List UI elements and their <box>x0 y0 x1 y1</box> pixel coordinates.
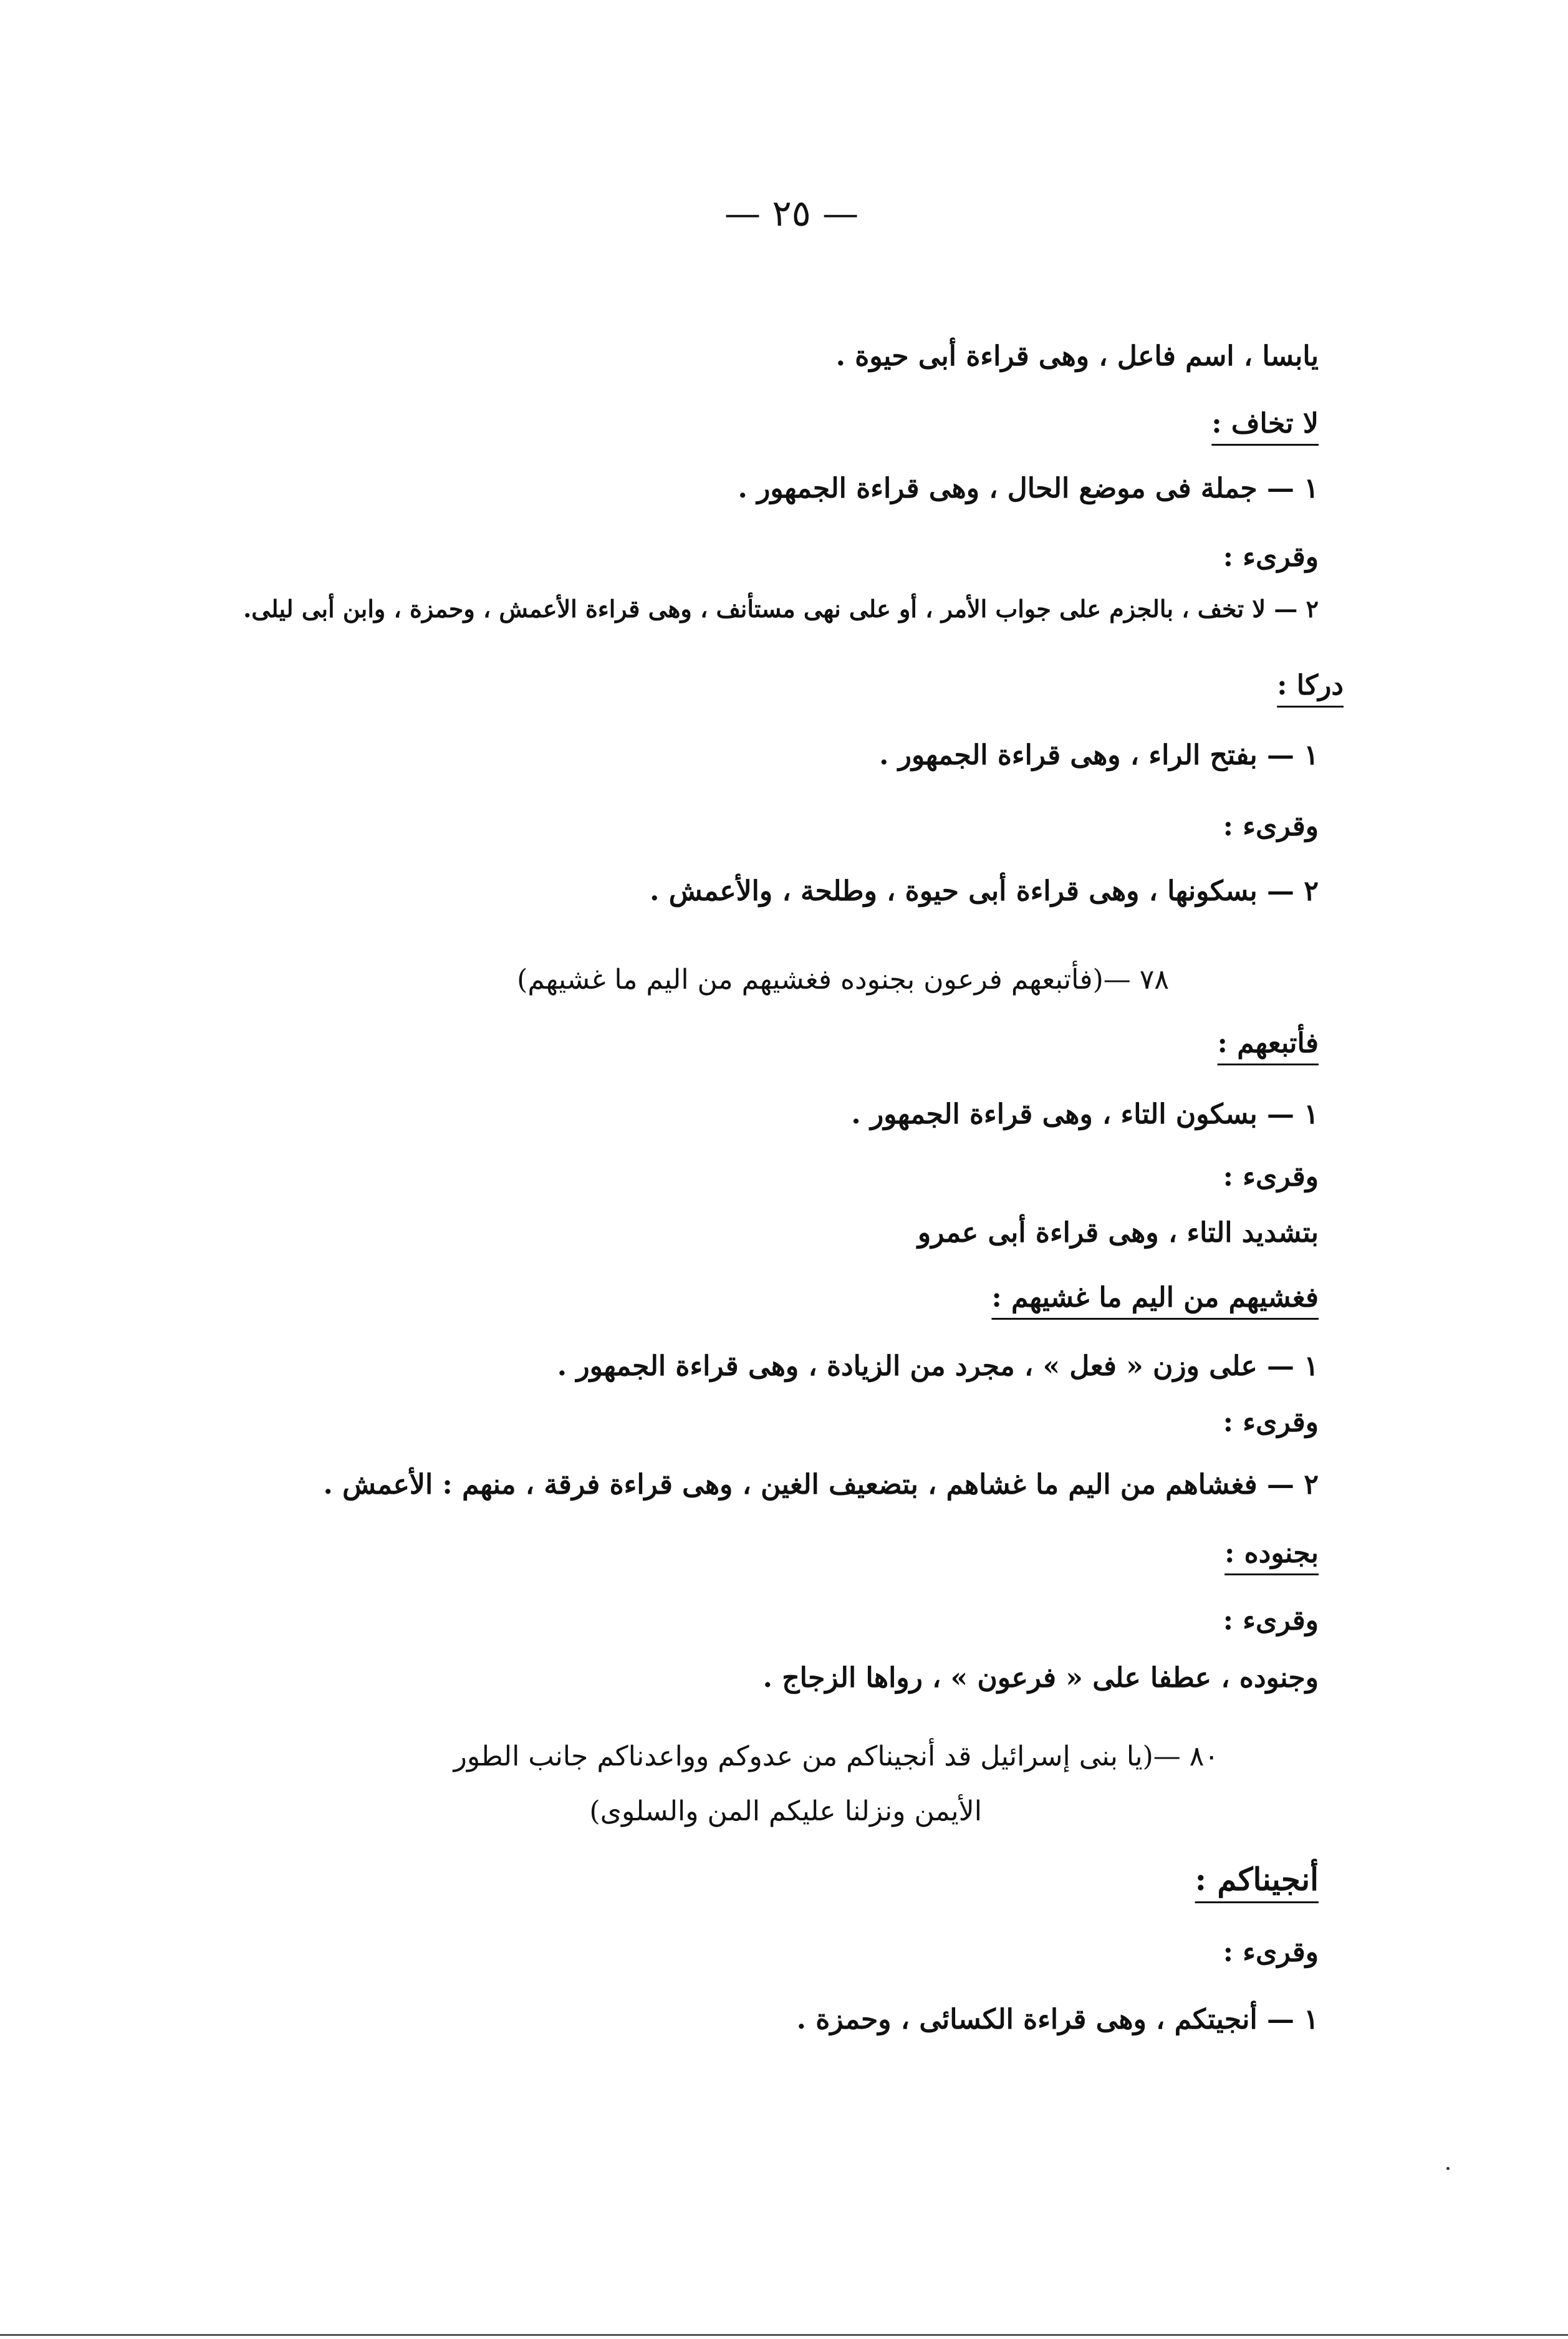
text-line: ٢ — بسكونها ، وهى قراءة أبى حيوة ، وطلحة ، والأعمش . <box>650 875 1319 907</box>
heading-word: فأتبعهم : <box>1217 1027 1319 1059</box>
text-line: ١ — على وزن « فعل » ، مجرد من الزيادة ، وهى قراءة الجمهور . <box>557 1350 1319 1382</box>
verse-line: ٧٨ —(فأتبعهم فرعون بجنوده فغشيهم من اليم ما غشيهم) <box>517 964 1169 996</box>
heading-word: أنجيناكم : <box>1195 1861 1319 1898</box>
scan-speck <box>1446 2167 1450 2170</box>
text-line: وقرىء : <box>1223 541 1319 573</box>
text-line: ١ — بفتح الراء ، وهى قراءة الجمهور . <box>879 739 1319 771</box>
text-line: ١ — جملة فى موضع الحال ، وهى قراءة الجمهور . <box>738 473 1319 504</box>
verse-line: ٨٠ —(يا بنى إسرائيل قد أنجيناكم من عدوكم وواعدناكم جانب الطور <box>453 1741 1219 1772</box>
text-line: وقرىء : <box>1223 1406 1319 1438</box>
verse-line: الأيمن ونزلنا عليكم المن والسلوى) <box>589 1795 982 1827</box>
page-bottom-edge <box>0 2334 1568 2336</box>
heading-word: فغشيهم من اليم ما غشيهم : <box>991 1282 1319 1314</box>
text-line: يابسا ، اسم فاعل ، وهى قراءة أبى حيوة . <box>835 340 1319 372</box>
text-line: وجنوده ، عطفا على « فرعون » ، رواها الزجاج . <box>762 1662 1319 1694</box>
heading-word: بجنوده : <box>1224 1537 1319 1569</box>
text-line: وقرىء : <box>1223 1605 1319 1636</box>
text-line: ١ — بسكون التاء ، وهى قراءة الجمهور . <box>851 1098 1319 1130</box>
page-number: — ٢٥ — <box>724 192 859 234</box>
text-line: ٢ — فغشاهم من اليم ما غشاهم ، بتضعيف الغين ، وهى قراءة فرقة ، منهم : الأعمش . <box>323 1469 1319 1501</box>
heading-word: دركا : <box>1277 670 1344 701</box>
text-line: ٢ — لا تخف ، بالجزم على جواب الأمر ، أو على نهى مستأنف ، وهى قراءة الأعمش ، وحمزة ، وابن أبى ليلى. <box>243 595 1319 623</box>
text-line: ١ — أنجيتكم ، وهى قراءة الكسائى ، وحمزة . <box>796 2004 1319 2035</box>
heading-word: لا تخاف : <box>1211 408 1319 439</box>
text-line: وقرىء : <box>1223 1936 1319 1968</box>
text-line: بتشديد التاء ، وهى قراءة أبى عمرو <box>917 1217 1319 1249</box>
text-line: وقرىء : <box>1223 810 1319 842</box>
text-line: وقرىء : <box>1223 1161 1319 1193</box>
